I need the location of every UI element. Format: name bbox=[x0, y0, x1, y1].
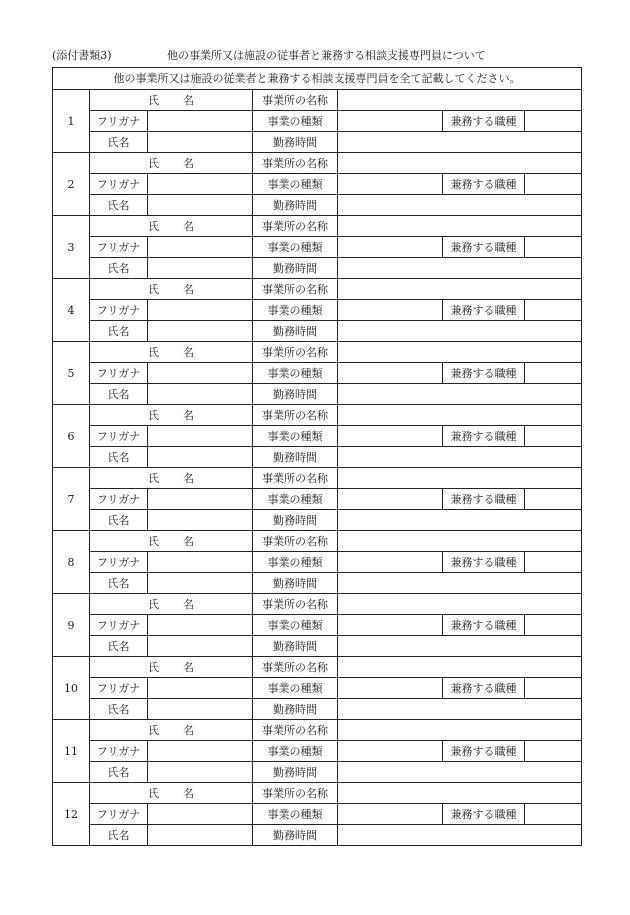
work-hours-field[interactable] bbox=[338, 447, 582, 468]
document-title: 他の事業所又は施設の従事者と兼務する相談支援専門員について bbox=[167, 49, 486, 62]
work-hours-label: 勤務時間 bbox=[253, 636, 338, 657]
concurrent-position-label: 兼務する職種 bbox=[443, 741, 525, 762]
name-field[interactable] bbox=[148, 825, 253, 846]
office-name-field[interactable] bbox=[338, 90, 582, 111]
name-heading-part-2: 名 bbox=[183, 93, 194, 107]
name-heading-part-2: 名 bbox=[183, 786, 194, 800]
concurrent-position-label: 兼務する職種 bbox=[443, 111, 525, 132]
name-label: 氏名 bbox=[90, 132, 148, 153]
concurrent-position-label: 兼務する職種 bbox=[443, 552, 525, 573]
name-heading-part-1: 氏 bbox=[148, 471, 159, 485]
work-hours-field[interactable] bbox=[338, 825, 582, 846]
name-heading-part-1: 氏 bbox=[148, 723, 159, 737]
office-name-label: 事業所の名称 bbox=[253, 90, 338, 111]
name-field[interactable] bbox=[148, 636, 253, 657]
business-type-field[interactable] bbox=[338, 363, 443, 384]
furigana-field[interactable] bbox=[148, 363, 253, 384]
business-type-label: 事業の種類 bbox=[253, 426, 338, 447]
business-type-label: 事業の種類 bbox=[253, 678, 338, 699]
concurrent-position-label: 兼務する職種 bbox=[443, 363, 525, 384]
business-type-field[interactable] bbox=[338, 426, 443, 447]
staff-form-table bbox=[52, 67, 582, 846]
furigana-field[interactable] bbox=[148, 615, 253, 636]
name-heading-part-1: 氏 bbox=[148, 786, 159, 800]
entry-row-furigana bbox=[53, 678, 582, 699]
furigana-label: フリガナ bbox=[90, 489, 148, 510]
furigana-field[interactable] bbox=[148, 237, 253, 258]
office-name-label: 事業所の名称 bbox=[253, 531, 338, 552]
entry-row-heading bbox=[53, 468, 582, 489]
business-type-label: 事業の種類 bbox=[253, 363, 338, 384]
entry-row-heading bbox=[53, 153, 582, 174]
concurrent-position-field[interactable] bbox=[525, 615, 582, 636]
concurrent-position-field[interactable] bbox=[525, 300, 582, 321]
work-hours-label: 勤務時間 bbox=[253, 258, 338, 279]
name-label: 氏名 bbox=[90, 573, 148, 594]
entry-row-heading bbox=[53, 783, 582, 804]
concurrent-position-label: 兼務する職種 bbox=[443, 174, 525, 195]
instruction-text: 他の事業所又は施設の従業者と兼務する相談支援専門員を全て記載してください。 bbox=[53, 68, 582, 90]
office-name-field[interactable] bbox=[338, 279, 582, 300]
business-type-label: 事業の種類 bbox=[253, 111, 338, 132]
office-name-label: 事業所の名称 bbox=[253, 594, 338, 615]
entry-row-furigana bbox=[53, 111, 582, 132]
entry-row-heading bbox=[53, 279, 582, 300]
entry-row-name bbox=[53, 384, 582, 405]
entry-number: 10 bbox=[53, 657, 90, 720]
name-label: 氏名 bbox=[90, 636, 148, 657]
entry-row-furigana bbox=[53, 552, 582, 573]
concurrent-position-field[interactable] bbox=[525, 678, 582, 699]
furigana-field[interactable] bbox=[148, 804, 253, 825]
furigana-label: フリガナ bbox=[90, 615, 148, 636]
name-heading bbox=[90, 279, 253, 300]
name-heading-part-1: 氏 bbox=[148, 408, 159, 422]
work-hours-label: 勤務時間 bbox=[253, 573, 338, 594]
work-hours-label: 勤務時間 bbox=[253, 699, 338, 720]
name-heading-part-2: 名 bbox=[183, 156, 194, 170]
name-heading-part-2: 名 bbox=[183, 471, 194, 485]
business-type-label: 事業の種類 bbox=[253, 741, 338, 762]
entry-row-heading bbox=[53, 531, 582, 552]
entry-row-heading bbox=[53, 342, 582, 363]
furigana-field[interactable] bbox=[148, 552, 253, 573]
furigana-label: フリガナ bbox=[90, 300, 148, 321]
furigana-field[interactable] bbox=[148, 489, 253, 510]
name-heading-part-1: 氏 bbox=[148, 597, 159, 611]
name-heading bbox=[90, 153, 253, 174]
name-heading bbox=[90, 720, 253, 741]
office-name-field[interactable] bbox=[338, 468, 582, 489]
office-name-label: 事業所の名称 bbox=[253, 405, 338, 426]
office-name-label: 事業所の名称 bbox=[253, 468, 338, 489]
entry-number: 3 bbox=[53, 216, 90, 279]
business-type-field[interactable] bbox=[338, 552, 443, 573]
business-type-label: 事業の種類 bbox=[253, 300, 338, 321]
business-type-field[interactable] bbox=[338, 111, 443, 132]
name-heading-part-1: 氏 bbox=[148, 345, 159, 359]
name-heading bbox=[90, 342, 253, 363]
name-field[interactable] bbox=[148, 762, 253, 783]
business-type-label: 事業の種類 bbox=[253, 174, 338, 195]
work-hours-label: 勤務時間 bbox=[253, 132, 338, 153]
furigana-label: フリガナ bbox=[90, 363, 148, 384]
entry-number: 1 bbox=[53, 90, 90, 153]
work-hours-field[interactable] bbox=[338, 132, 582, 153]
name-heading-part-1: 氏 bbox=[148, 534, 159, 548]
furigana-label: フリガナ bbox=[90, 174, 148, 195]
concurrent-position-label: 兼務する職種 bbox=[443, 804, 525, 825]
concurrent-position-field[interactable] bbox=[525, 804, 582, 825]
business-type-field[interactable] bbox=[338, 489, 443, 510]
name-heading-part-1: 氏 bbox=[148, 219, 159, 233]
business-type-label: 事業の種類 bbox=[253, 552, 338, 573]
furigana-label: フリガナ bbox=[90, 678, 148, 699]
concurrent-position-label: 兼務する職種 bbox=[443, 678, 525, 699]
attachment-label: (添付書類3) bbox=[52, 49, 112, 62]
entry-number: 5 bbox=[53, 342, 90, 405]
office-name-label: 事業所の名称 bbox=[253, 279, 338, 300]
concurrent-position-label: 兼務する職種 bbox=[443, 426, 525, 447]
entry-number: 7 bbox=[53, 468, 90, 531]
name-heading-part-1: 氏 bbox=[148, 156, 159, 170]
entry-number: 8 bbox=[53, 531, 90, 594]
entry-row-name bbox=[53, 699, 582, 720]
furigana-field[interactable] bbox=[148, 678, 253, 699]
furigana-field[interactable] bbox=[148, 741, 253, 762]
name-label: 氏名 bbox=[90, 510, 148, 531]
office-name-field[interactable] bbox=[338, 531, 582, 552]
work-hours-field[interactable] bbox=[338, 699, 582, 720]
business-type-field[interactable] bbox=[338, 237, 443, 258]
entry-row-name bbox=[53, 762, 582, 783]
office-name-label: 事業所の名称 bbox=[253, 783, 338, 804]
concurrent-position-field[interactable] bbox=[525, 741, 582, 762]
entry-row-furigana bbox=[53, 615, 582, 636]
furigana-label: フリガナ bbox=[90, 741, 148, 762]
entry-number: 2 bbox=[53, 153, 90, 216]
entry-row-heading bbox=[53, 216, 582, 237]
business-type-field[interactable] bbox=[338, 678, 443, 699]
business-type-label: 事業の種類 bbox=[253, 489, 338, 510]
office-name-field[interactable] bbox=[338, 405, 582, 426]
name-heading-part-2: 名 bbox=[183, 219, 194, 233]
name-heading bbox=[90, 90, 253, 111]
business-type-field[interactable] bbox=[338, 804, 443, 825]
name-heading bbox=[90, 405, 253, 426]
name-heading bbox=[90, 216, 253, 237]
entry-row-heading bbox=[53, 720, 582, 741]
name-field[interactable] bbox=[148, 447, 253, 468]
office-name-label: 事業所の名称 bbox=[253, 153, 338, 174]
office-name-field[interactable] bbox=[338, 594, 582, 615]
entry-row-name bbox=[53, 195, 582, 216]
name-label: 氏名 bbox=[90, 258, 148, 279]
business-type-field[interactable] bbox=[338, 741, 443, 762]
name-heading-part-1: 氏 bbox=[148, 660, 159, 674]
work-hours-label: 勤務時間 bbox=[253, 321, 338, 342]
entry-number: 4 bbox=[53, 279, 90, 342]
name-heading-part-2: 名 bbox=[183, 534, 194, 548]
entry-row-name bbox=[53, 510, 582, 531]
entry-number: 11 bbox=[53, 720, 90, 783]
office-name-label: 事業所の名称 bbox=[253, 720, 338, 741]
entry-row-furigana bbox=[53, 804, 582, 825]
work-hours-field[interactable] bbox=[338, 510, 582, 531]
business-type-label: 事業の種類 bbox=[253, 615, 338, 636]
name-heading-part-2: 名 bbox=[183, 282, 194, 296]
furigana-label: フリガナ bbox=[90, 111, 148, 132]
work-hours-field[interactable] bbox=[338, 258, 582, 279]
entry-row-heading bbox=[53, 90, 582, 111]
concurrent-position-label: 兼務する職種 bbox=[443, 489, 525, 510]
work-hours-label: 勤務時間 bbox=[253, 510, 338, 531]
furigana-field[interactable] bbox=[148, 426, 253, 447]
name-field[interactable] bbox=[148, 510, 253, 531]
name-field[interactable] bbox=[148, 321, 253, 342]
entry-row-heading bbox=[53, 657, 582, 678]
entry-number: 9 bbox=[53, 594, 90, 657]
name-label: 氏名 bbox=[90, 699, 148, 720]
office-name-field[interactable] bbox=[338, 720, 582, 741]
office-name-field[interactable] bbox=[338, 153, 582, 174]
entry-row-name bbox=[53, 636, 582, 657]
entry-row-name bbox=[53, 825, 582, 846]
furigana-label: フリガナ bbox=[90, 426, 148, 447]
office-name-label: 事業所の名称 bbox=[253, 342, 338, 363]
name-field[interactable] bbox=[148, 573, 253, 594]
concurrent-position-field[interactable] bbox=[525, 552, 582, 573]
entry-row-heading bbox=[53, 405, 582, 426]
work-hours-field[interactable] bbox=[338, 384, 582, 405]
name-heading bbox=[90, 468, 253, 489]
work-hours-field[interactable] bbox=[338, 573, 582, 594]
entry-row-name bbox=[53, 132, 582, 153]
business-type-label: 事業の種類 bbox=[253, 237, 338, 258]
furigana-field[interactable] bbox=[148, 111, 253, 132]
name-field[interactable] bbox=[148, 384, 253, 405]
office-name-label: 事業所の名称 bbox=[253, 216, 338, 237]
business-type-field[interactable] bbox=[338, 300, 443, 321]
concurrent-position-field[interactable] bbox=[525, 237, 582, 258]
business-type-field[interactable] bbox=[338, 615, 443, 636]
name-heading-part-2: 名 bbox=[183, 408, 194, 422]
furigana-label: フリガナ bbox=[90, 804, 148, 825]
name-label: 氏名 bbox=[90, 825, 148, 846]
furigana-field[interactable] bbox=[148, 300, 253, 321]
entry-row-heading bbox=[53, 594, 582, 615]
name-heading-part-1: 氏 bbox=[148, 93, 159, 107]
concurrent-position-label: 兼務する職種 bbox=[443, 300, 525, 321]
name-heading bbox=[90, 594, 253, 615]
work-hours-label: 勤務時間 bbox=[253, 447, 338, 468]
concurrent-position-field[interactable] bbox=[525, 489, 582, 510]
concurrent-position-field[interactable] bbox=[525, 426, 582, 447]
name-field[interactable] bbox=[148, 699, 253, 720]
furigana-label: フリガナ bbox=[90, 237, 148, 258]
name-heading-part-2: 名 bbox=[183, 345, 194, 359]
entry-row-furigana bbox=[53, 237, 582, 258]
work-hours-field[interactable] bbox=[338, 762, 582, 783]
entry-row-furigana bbox=[53, 489, 582, 510]
work-hours-label: 勤務時間 bbox=[253, 384, 338, 405]
business-type-label: 事業の種類 bbox=[253, 804, 338, 825]
entry-row-furigana bbox=[53, 426, 582, 447]
work-hours-label: 勤務時間 bbox=[253, 825, 338, 846]
office-name-label: 事業所の名称 bbox=[253, 657, 338, 678]
document-header bbox=[52, 44, 582, 64]
name-label: 氏名 bbox=[90, 384, 148, 405]
entry-number: 6 bbox=[53, 405, 90, 468]
entry-row-furigana bbox=[53, 300, 582, 321]
work-hours-field[interactable] bbox=[338, 321, 582, 342]
office-name-field[interactable] bbox=[338, 342, 582, 363]
entry-number: 12 bbox=[53, 783, 90, 846]
office-name-field[interactable] bbox=[338, 657, 582, 678]
concurrent-position-label: 兼務する職種 bbox=[443, 615, 525, 636]
name-label: 氏名 bbox=[90, 447, 148, 468]
concurrent-position-field[interactable] bbox=[525, 111, 582, 132]
business-type-field[interactable] bbox=[338, 174, 443, 195]
name-heading-part-1: 氏 bbox=[148, 282, 159, 296]
name-label: 氏名 bbox=[90, 195, 148, 216]
entry-row-furigana bbox=[53, 363, 582, 384]
office-name-field[interactable] bbox=[338, 783, 582, 804]
work-hours-label: 勤務時間 bbox=[253, 195, 338, 216]
concurrent-position-field[interactable] bbox=[525, 363, 582, 384]
entry-row-name bbox=[53, 447, 582, 468]
concurrent-position-field[interactable] bbox=[525, 174, 582, 195]
name-heading-part-2: 名 bbox=[183, 660, 194, 674]
name-field[interactable] bbox=[148, 132, 253, 153]
name-heading-part-2: 名 bbox=[183, 597, 194, 611]
name-heading-part-2: 名 bbox=[183, 723, 194, 737]
name-field[interactable] bbox=[148, 258, 253, 279]
entry-row-furigana bbox=[53, 174, 582, 195]
entry-row-name bbox=[53, 258, 582, 279]
work-hours-field[interactable] bbox=[338, 636, 582, 657]
entry-row-name bbox=[53, 321, 582, 342]
concurrent-position-label: 兼務する職種 bbox=[443, 237, 525, 258]
name-label: 氏名 bbox=[90, 762, 148, 783]
entry-row-name bbox=[53, 573, 582, 594]
furigana-field[interactable] bbox=[148, 174, 253, 195]
name-field[interactable] bbox=[148, 195, 253, 216]
name-heading bbox=[90, 531, 253, 552]
furigana-label: フリガナ bbox=[90, 552, 148, 573]
entry-row-furigana bbox=[53, 741, 582, 762]
name-heading bbox=[90, 657, 253, 678]
name-heading bbox=[90, 783, 253, 804]
name-label: 氏名 bbox=[90, 321, 148, 342]
office-name-field[interactable] bbox=[338, 216, 582, 237]
work-hours-label: 勤務時間 bbox=[253, 762, 338, 783]
work-hours-field[interactable] bbox=[338, 195, 582, 216]
